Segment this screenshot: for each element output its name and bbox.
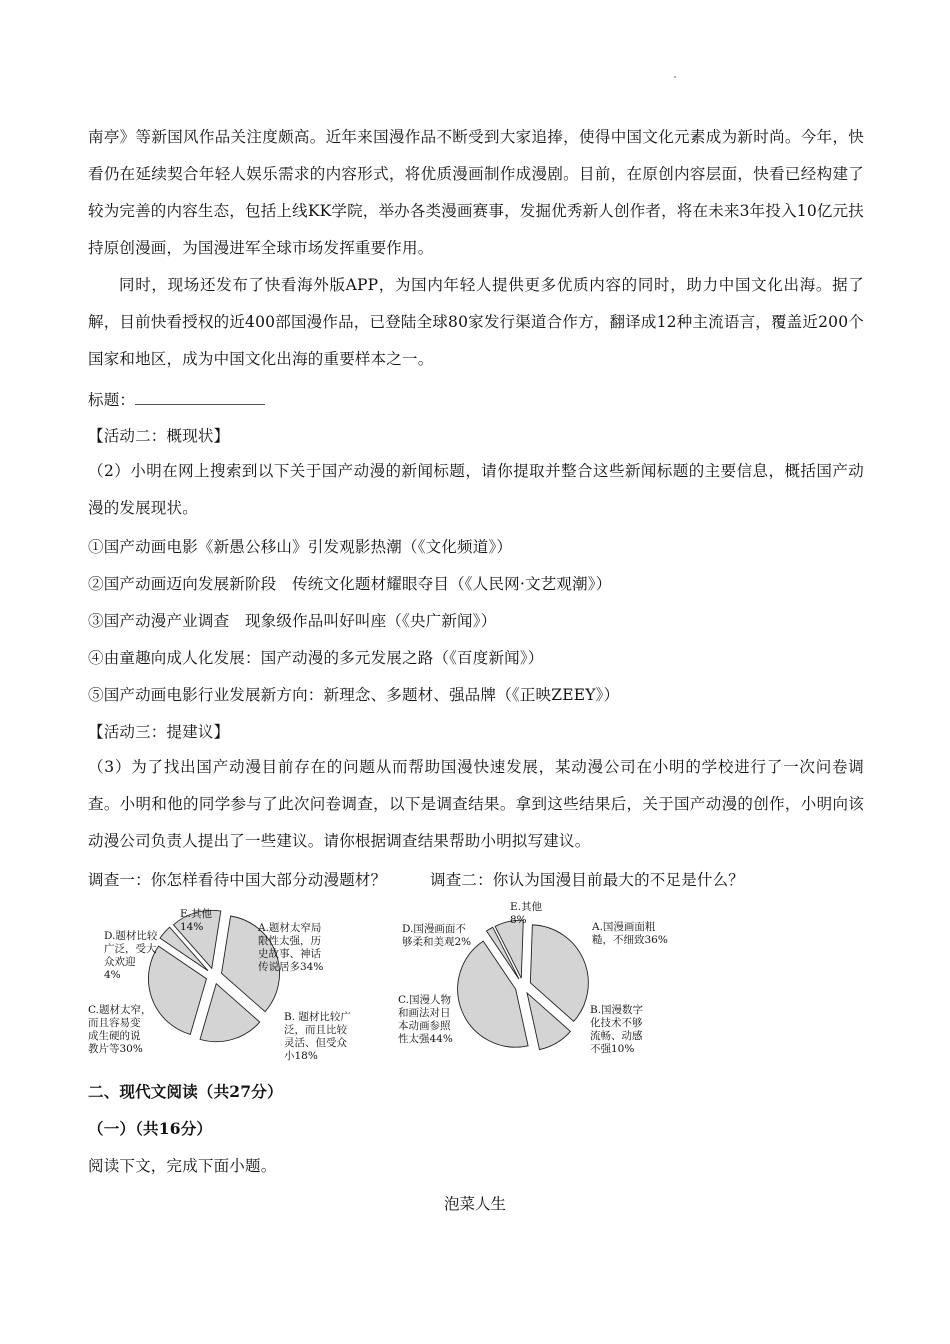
survey2-title: 调查二：你认为国漫目前最大的不足是什么？ (430, 871, 745, 889)
chart1-label-C: C.题材太窄，而且容易变成生硬的说教片等30% (88, 1004, 152, 1055)
chart2-label-D: D.国漫画面不够柔和美观2% (402, 923, 472, 948)
title-blank[interactable] (135, 390, 265, 405)
reading-instruction: 阅读下文，完成下面小题。 (88, 1157, 277, 1175)
chart1-label-B: B. 题材比较广泛，而且比较灵活、但受众小18% (284, 1011, 351, 1062)
paragraph-1: 南亭》等新国风作品关注度颇高。近年来国漫作品不断受到大家追捧，使得中国文化元素成为新时尚。今年，快看仍在延续契合年轻人娱乐需求的内容形式，将优质漫画制作成漫剧。目前，在原创内容层面，快看已经构建了较为完善的内容生态，包括上线KK学院，举办各类漫画赛事，发掘优秀新人创作者，将在未来3年投入10亿元扶持原创漫画，为国漫进军全球市场发挥重要作用。 (88, 128, 864, 257)
chart1-label-D: D.题材比较广泛，受大众欢迎 4% (104, 930, 158, 981)
chart1-label-E: E.其他 14% (180, 908, 213, 933)
activity3-question: （3）为了找出国产动漫目前存在的问题从而帮助国漫快速发展，某动漫公司在小明的学校进行了一次问卷调查。小明和他的同学参与了此次问卷调查，以下是调查结果。拿到这些结果后，关于国产动漫的创作，小明向该动漫公司负责人提出了一些建议。请你根据调查结果帮助小明拟写建议。 (88, 758, 864, 850)
section2-heading: 二、现代文阅读（共27分） (88, 1082, 283, 1101)
chart2-label-B: B.国漫数字化技术不够流畅、动感不强10% (590, 1004, 644, 1055)
paragraph-2: 同时，现场还发布了快看海外版APP，为国内年轻人提供更多优质内容的同时，助力中国文化出海。据了解，目前快看授权的近400部国漫作品，已登陆全球80家发行渠道合作方，翻译成12种主流语言，覆盖近200个国家和地区，成为中国文化出海的重要样本之一。 (88, 276, 864, 368)
title-answer-line (88, 388, 265, 410)
activity2-question: （2）小明在网上搜索到以下关于国产动漫的新闻标题，请你提取并整合这些新闻标题的主要信息，概括国产动漫的发展现状。 (88, 462, 864, 517)
news-item-3: ③国产动漫产业调查 现象级作品叫好叫座（《央广新闻》） (88, 612, 497, 630)
chart2-label-A: A.国漫画面粗糙，不细致36% (592, 921, 668, 946)
article-title: 泡菜人生 (443, 1195, 506, 1213)
chart2-label-E: E.其他 8% (510, 901, 543, 926)
activity2-heading: 【活动二：概现状】 (88, 427, 230, 445)
page-mark (674, 76, 676, 78)
news-item-4: ④由童趣向成人化发展：国产动漫的多元发展之路（《百度新闻》） (88, 649, 544, 667)
survey-pie-charts (0, 892, 950, 1082)
survey1-title: 调查一：你怎样看待中国大部分动漫题材？ (88, 871, 387, 889)
chart2-label-C: C.国漫人物和画法对日本动画参照性太强44% (398, 994, 453, 1045)
activity3-heading: 【活动三：提建议】 (88, 723, 230, 741)
chart1-label-A: A.题材太窄局限性太强，历史故事、神话传说居多34% (258, 922, 324, 973)
title-prompt: 标题： (88, 391, 136, 409)
news-item-5: ⑤国产动画电影行业发展新方向：新理念、多题材、强品牌（《正映ZEEY》） (88, 686, 620, 704)
news-item-1: ①国产动画电影《新愚公移山》引发观影热潮（《文化频道》） (88, 538, 513, 556)
section2-subheading: （一）（共16分） (88, 1119, 213, 1138)
news-item-2: ②国产动画迈向发展新阶段 传统文化题材耀眼夺目（《人民网·文艺观潮》） (88, 575, 612, 593)
